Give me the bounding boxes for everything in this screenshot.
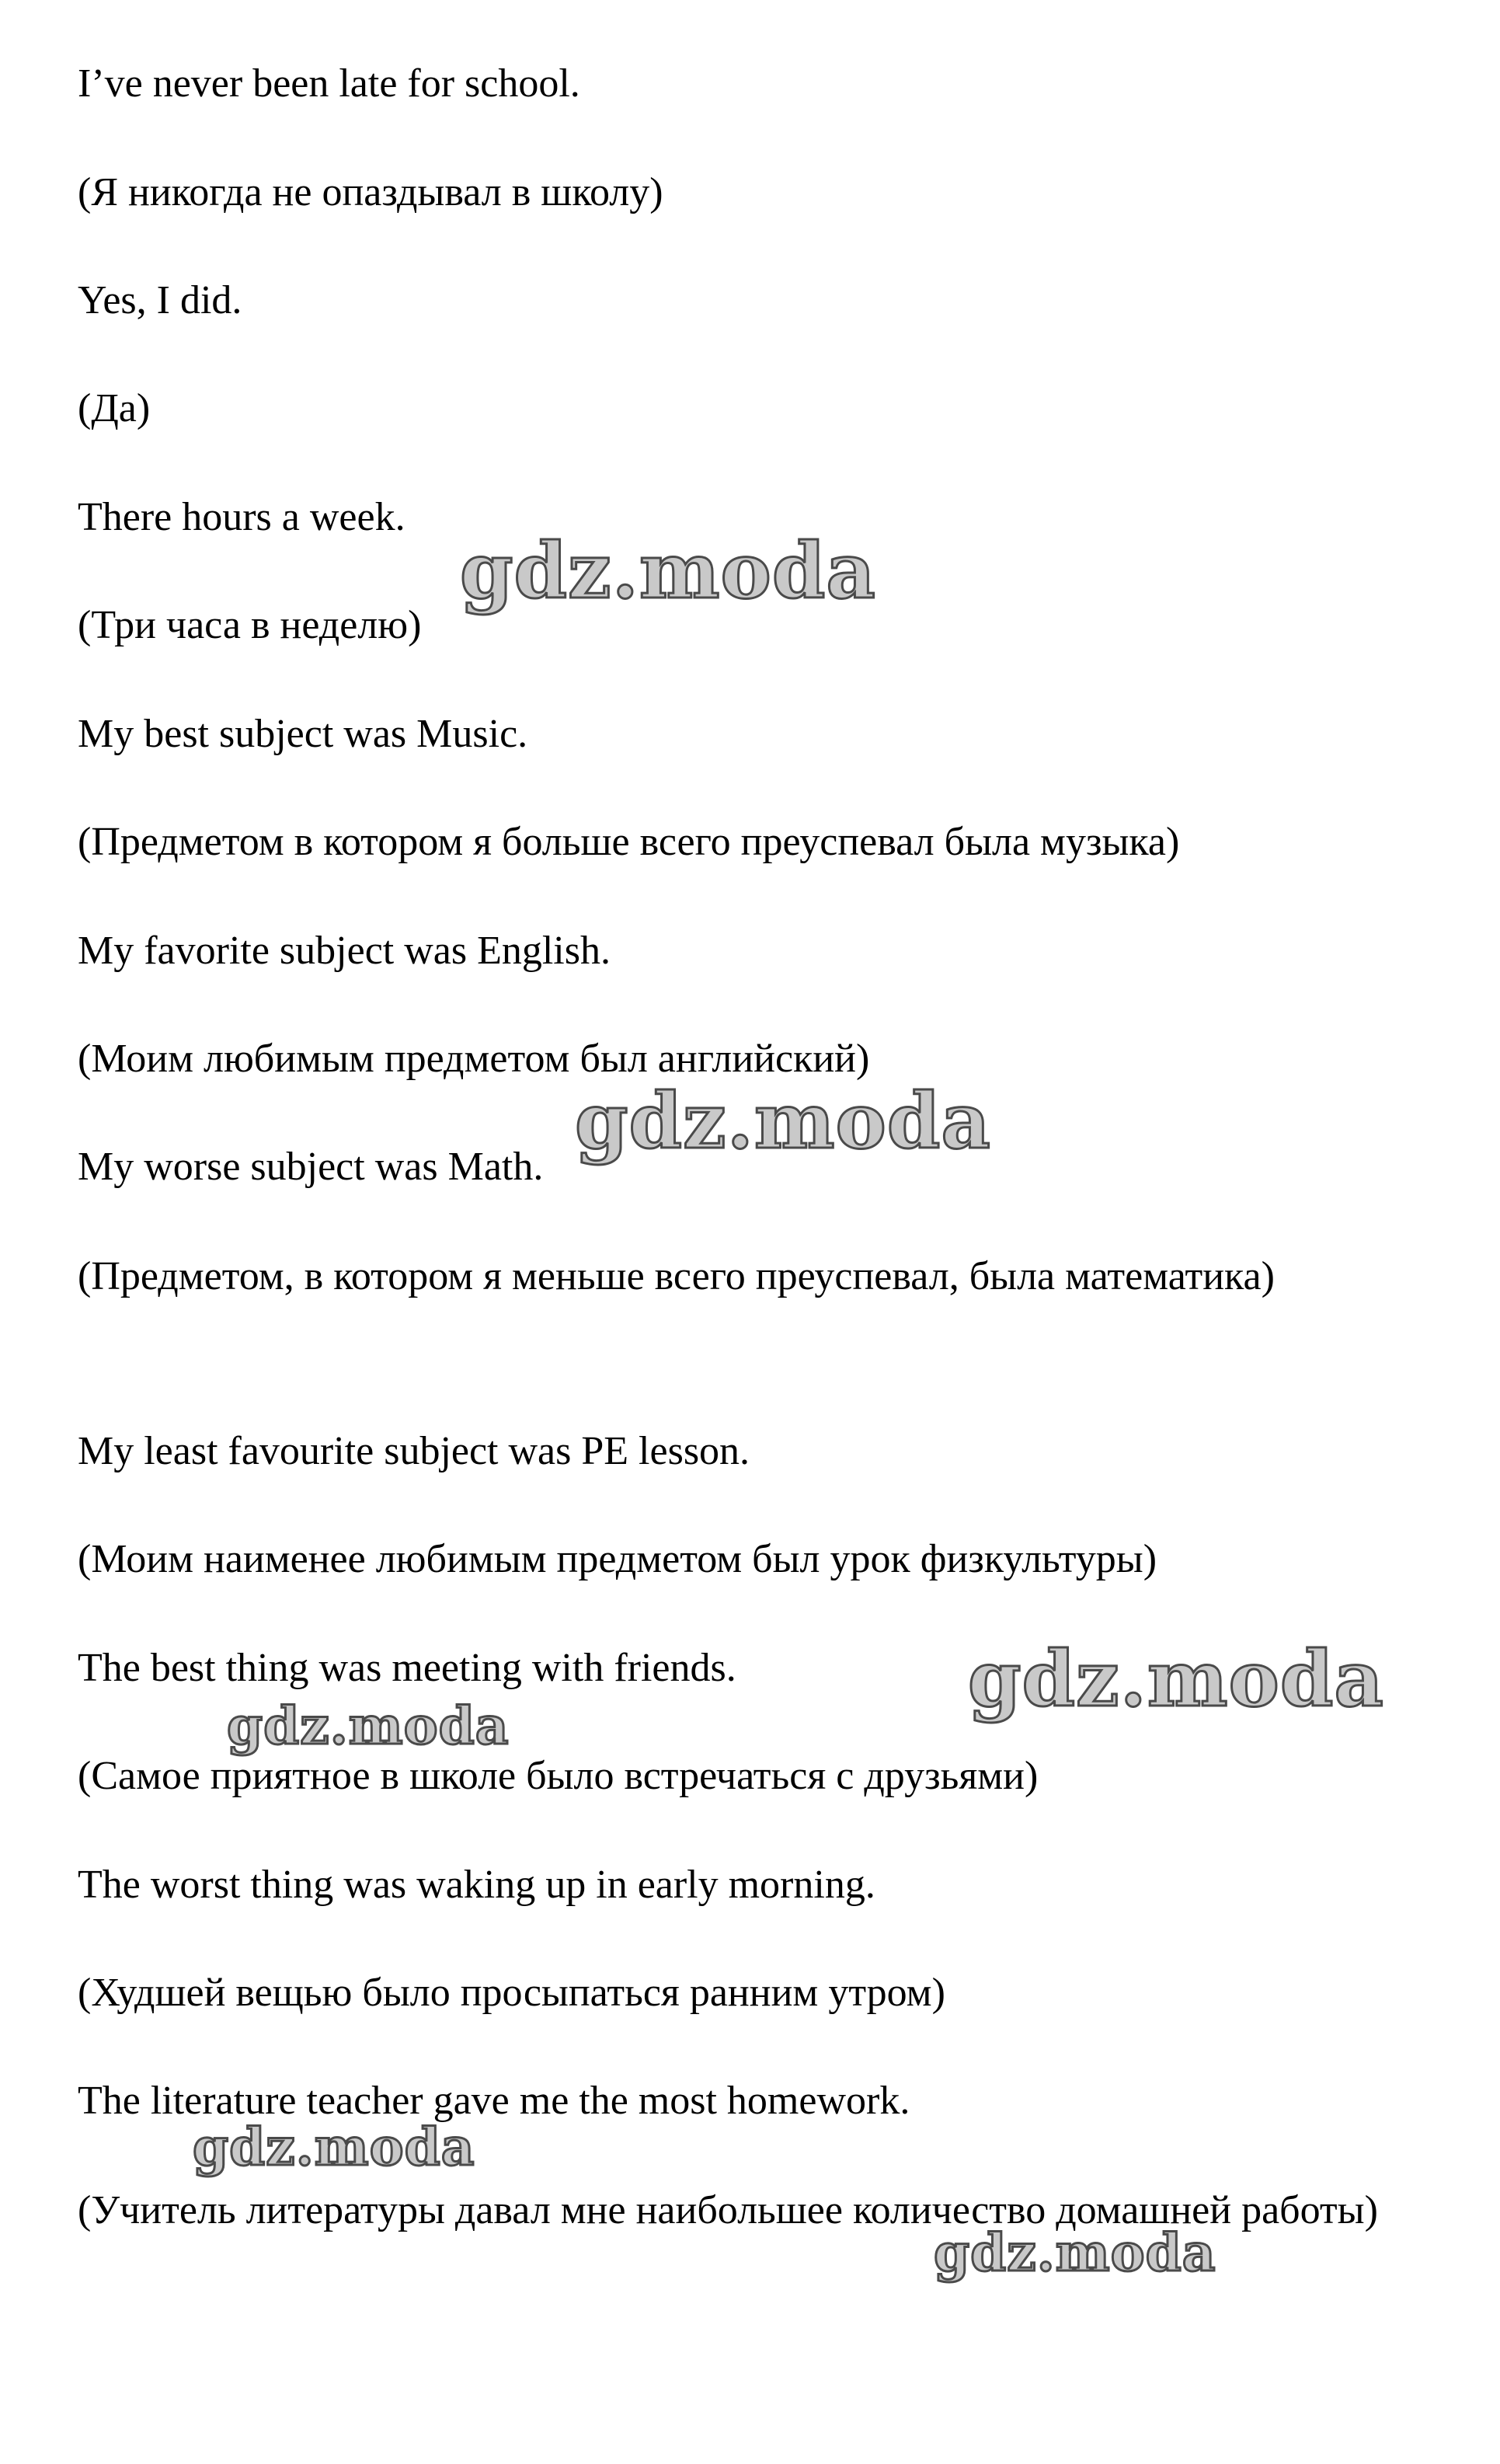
translation-line-2: (Да) <box>78 386 151 430</box>
translation-line-1: (Я никогда не опаздывал в школу) <box>78 170 663 214</box>
translation-line-8: (Самое приятное в школе было встречаться с друзьями) <box>78 1754 1039 1798</box>
answer-line-1: I’ve never been late for school. <box>78 61 580 106</box>
translation-line-10: (Учитель литературы давал мне наибольшее количество домашней работы) <box>78 2188 1378 2232</box>
translation-line-9: (Худшей вещью было просыпаться ранним утром) <box>78 1971 945 2015</box>
watermark-4: gdz.moda <box>227 1696 510 1756</box>
watermark-3: gdz.moda <box>968 1635 1384 1724</box>
answer-line-8: The best thing was meeting with friends. <box>78 1646 736 1690</box>
translation-line-5: (Моим любимым предметом был английский) <box>78 1037 870 1081</box>
translation-line-6: (Предметом, в котором я меньше всего преуспевал, была математика) <box>78 1254 1275 1298</box>
translation-line-7: (Моим наименее любимым предметом был урок физкультуры) <box>78 1537 1157 1581</box>
translation-line-4: (Предметом в котором я больше всего преуспевал была музыка) <box>78 820 1180 864</box>
answer-line-3: There hours a week. <box>78 495 405 539</box>
answer-line-9: The worst thing was waking up in early morning. <box>78 1863 875 1907</box>
answer-line-2: Yes, I did. <box>78 278 242 322</box>
watermark-2: gdz.moda <box>575 1077 991 1166</box>
answer-line-7: My least favourite subject was PE lesson. <box>78 1429 750 1473</box>
watermark-1: gdz.moda <box>460 527 876 616</box>
answer-line-5: My favorite subject was English. <box>78 929 611 973</box>
answer-line-10: The literature teacher gave me the most homework. <box>78 2079 910 2123</box>
watermark-6: gdz.moda <box>934 2222 1216 2283</box>
translation-line-3: (Три часа в неделю) <box>78 603 422 647</box>
answer-line-4: My best subject was Music. <box>78 712 528 756</box>
watermark-5: gdz.moda <box>193 2117 475 2177</box>
answer-line-6: My worse subject was Math. <box>78 1145 544 1189</box>
